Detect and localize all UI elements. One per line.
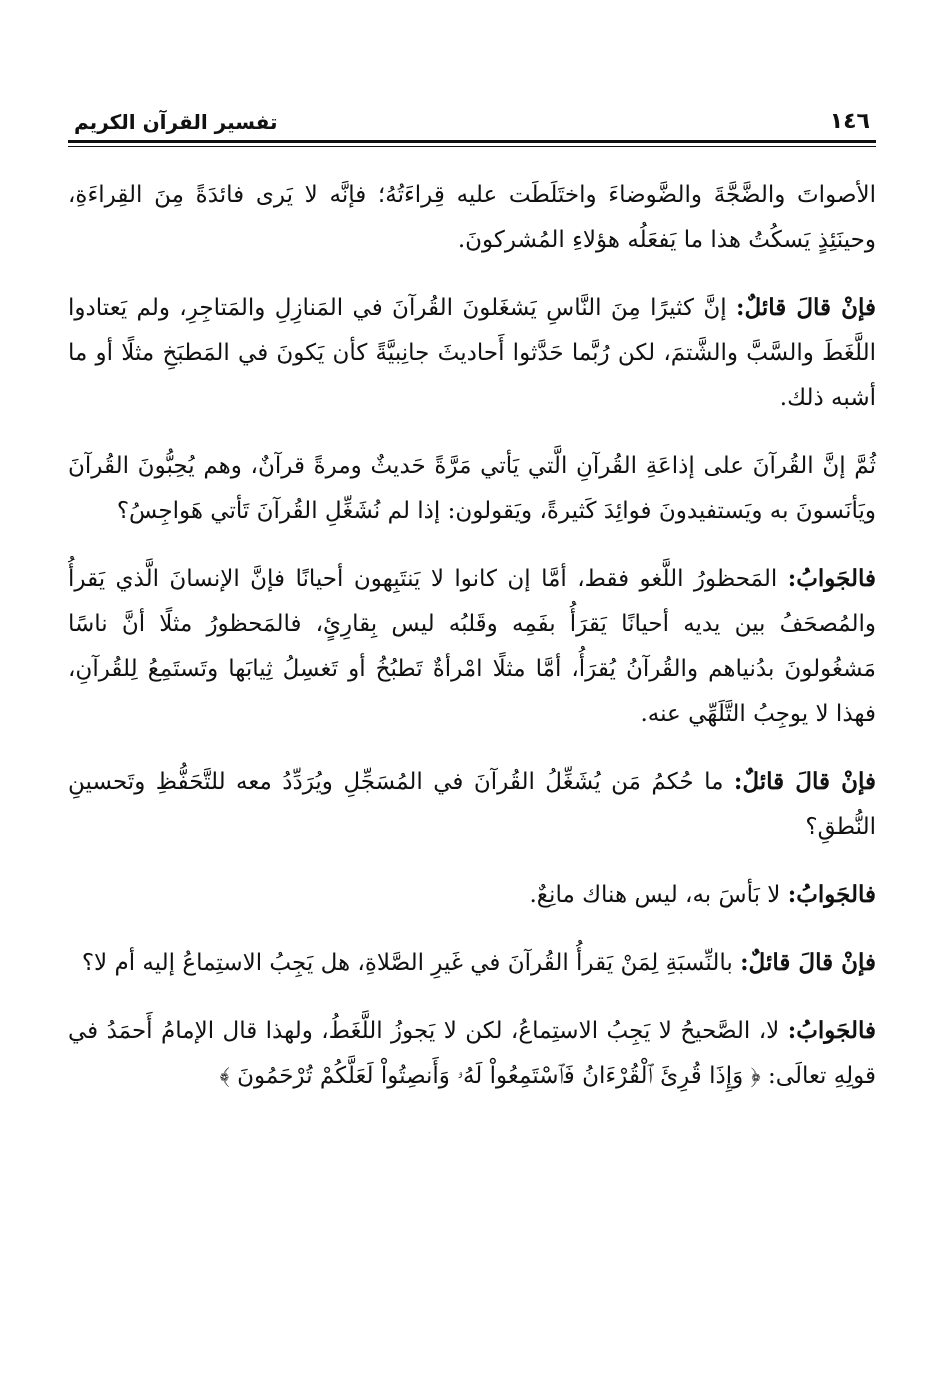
paragraph-lead: فإنْ قالَ قائلٌ: [735,294,876,321]
paragraph-lead: فالجَوابُ: [787,881,876,908]
paragraph-text: بالنِّسبَةِ لِمَنْ يَقرأُ القُرآنَ في غَيرِ الصَّلاةِ، هل يَجِبُ الاستِماعُ إليه أم لا؟ [81,950,741,976]
paragraph-lead: فالجَوابُ: [787,1017,876,1044]
paragraph-1 [68,172,876,263]
paragraph-6 [68,872,876,918]
page-number: ١٤٦ [829,109,870,134]
paragraph-3 [68,443,876,534]
paragraph-2 [68,285,876,421]
paragraph-text: ثُمَّ إنَّ القُرآنَ على إذاعَةِ القُرآنِ الَّتي يَأتي مَرَّةً حَديثٌ ومرةً قرآنٌ، وهم يُحِبُّونَ القُرآنَ ويَأنَسونَ به ويَستفيدونَ فوائِدَ كَثيرةً، ويَقولون: إذا لم نُشَغِّلِ القُرآنَ تَأتي هَواجِسُ؟ [68,453,876,524]
paragraph-text: المَحظورُ اللَّغو فقط، أمَّا إن كانوا لا يَنتَبِهون أحيانًا فإنَّ الإنسانَ الَّذي يَقرأُ والمُصحَفُ بين يديه أحيانًا يَقرَأُ بفَمِه وقَلبُه ليس بِقارِئٍ، فالمَحظورُ مثلًا أنَّ ناسًا مَشغُولونَ بدُنياهم والقُرآنُ يُقرَأُ، أمَّا مثلًا امْرأةٌ تَطبُخُ أو تَغسِلُ ثِيابَها وتَستَمِعُ لِلقُرآنِ، فهذا لا يوجِبُ التَّلَهِّي عنه. [68,566,876,727]
paragraph-text: الأصواتَ والضَّجَّةَ والضَّوضاءَ واختَلَطَت عليه قِراءَتُهُ؛ فإنَّه لا يَرى فائدَةً مِنَ القِراءَةِ، وحينَئِذٍ يَسكُتُ هذا ما يَفعَلُه هؤلاءِ المُشركونَ. [68,182,876,253]
paragraph-8 [68,1008,876,1099]
paragraph-text: لا بَأسَ به، ليس هناك مانِعٌ. [529,882,788,908]
header-divider-thin [68,146,876,147]
page-header [68,98,876,138]
paragraph-text: ما حُكمُ مَن يُشَغِّلُ القُرآنَ في المُسَجِّلِ ويُرَدِّدُ معه للتَّحَفُّظِ وتَحسينِ النُّطقِ؟ [68,769,876,840]
paragraph-text: إنَّ كثيرًا مِنَ النَّاسِ يَشغَلونَ القُرآنَ في المَنازِلِ والمَتاجِرِ، ولم يَعتادوا اللَّغَطَ والسَّبَّ والشَّتمَ، لكن رُبَّما حَدَّثوا أَحاديثَ جانِبيَّةً كأن يَكونَ في المَطبَخِ مثلًا أو ما أشبه ذلك. [68,295,876,411]
page-body [68,172,876,1121]
paragraph-text: لا، الصَّحيحُ لا يَجِبُ الاستِماعُ، لكن لا يَجوزُ اللَّغَطُ، ولهذا قال الإمامُ أَحمَدُ في قولِهِ تعالَى: [68,1018,876,1089]
running-title: تفسير القرآن الكريم [74,110,278,134]
paragraph-lead: فإنْ قالَ قائلٌ: [740,949,876,976]
paragraph-7 [68,940,876,986]
paragraph-lead: فإنْ قالَ قائلٌ: [733,768,876,795]
paragraph-lead: فالجَوابُ: [787,565,876,592]
paragraph-4 [68,556,876,737]
header-divider [68,140,876,143]
document-page [68,0,876,1384]
paragraph-5 [68,759,876,850]
quran-verse: ﴿ وَإِذَا قُرِئَ ٱلْقُرْءَانُ فَٱسْتَمِعُواْ لَهُۥ وَأَنصِتُواْ لَعَلَّكُمْ تُرْحَمُونَ ﴾ [219,1063,761,1089]
